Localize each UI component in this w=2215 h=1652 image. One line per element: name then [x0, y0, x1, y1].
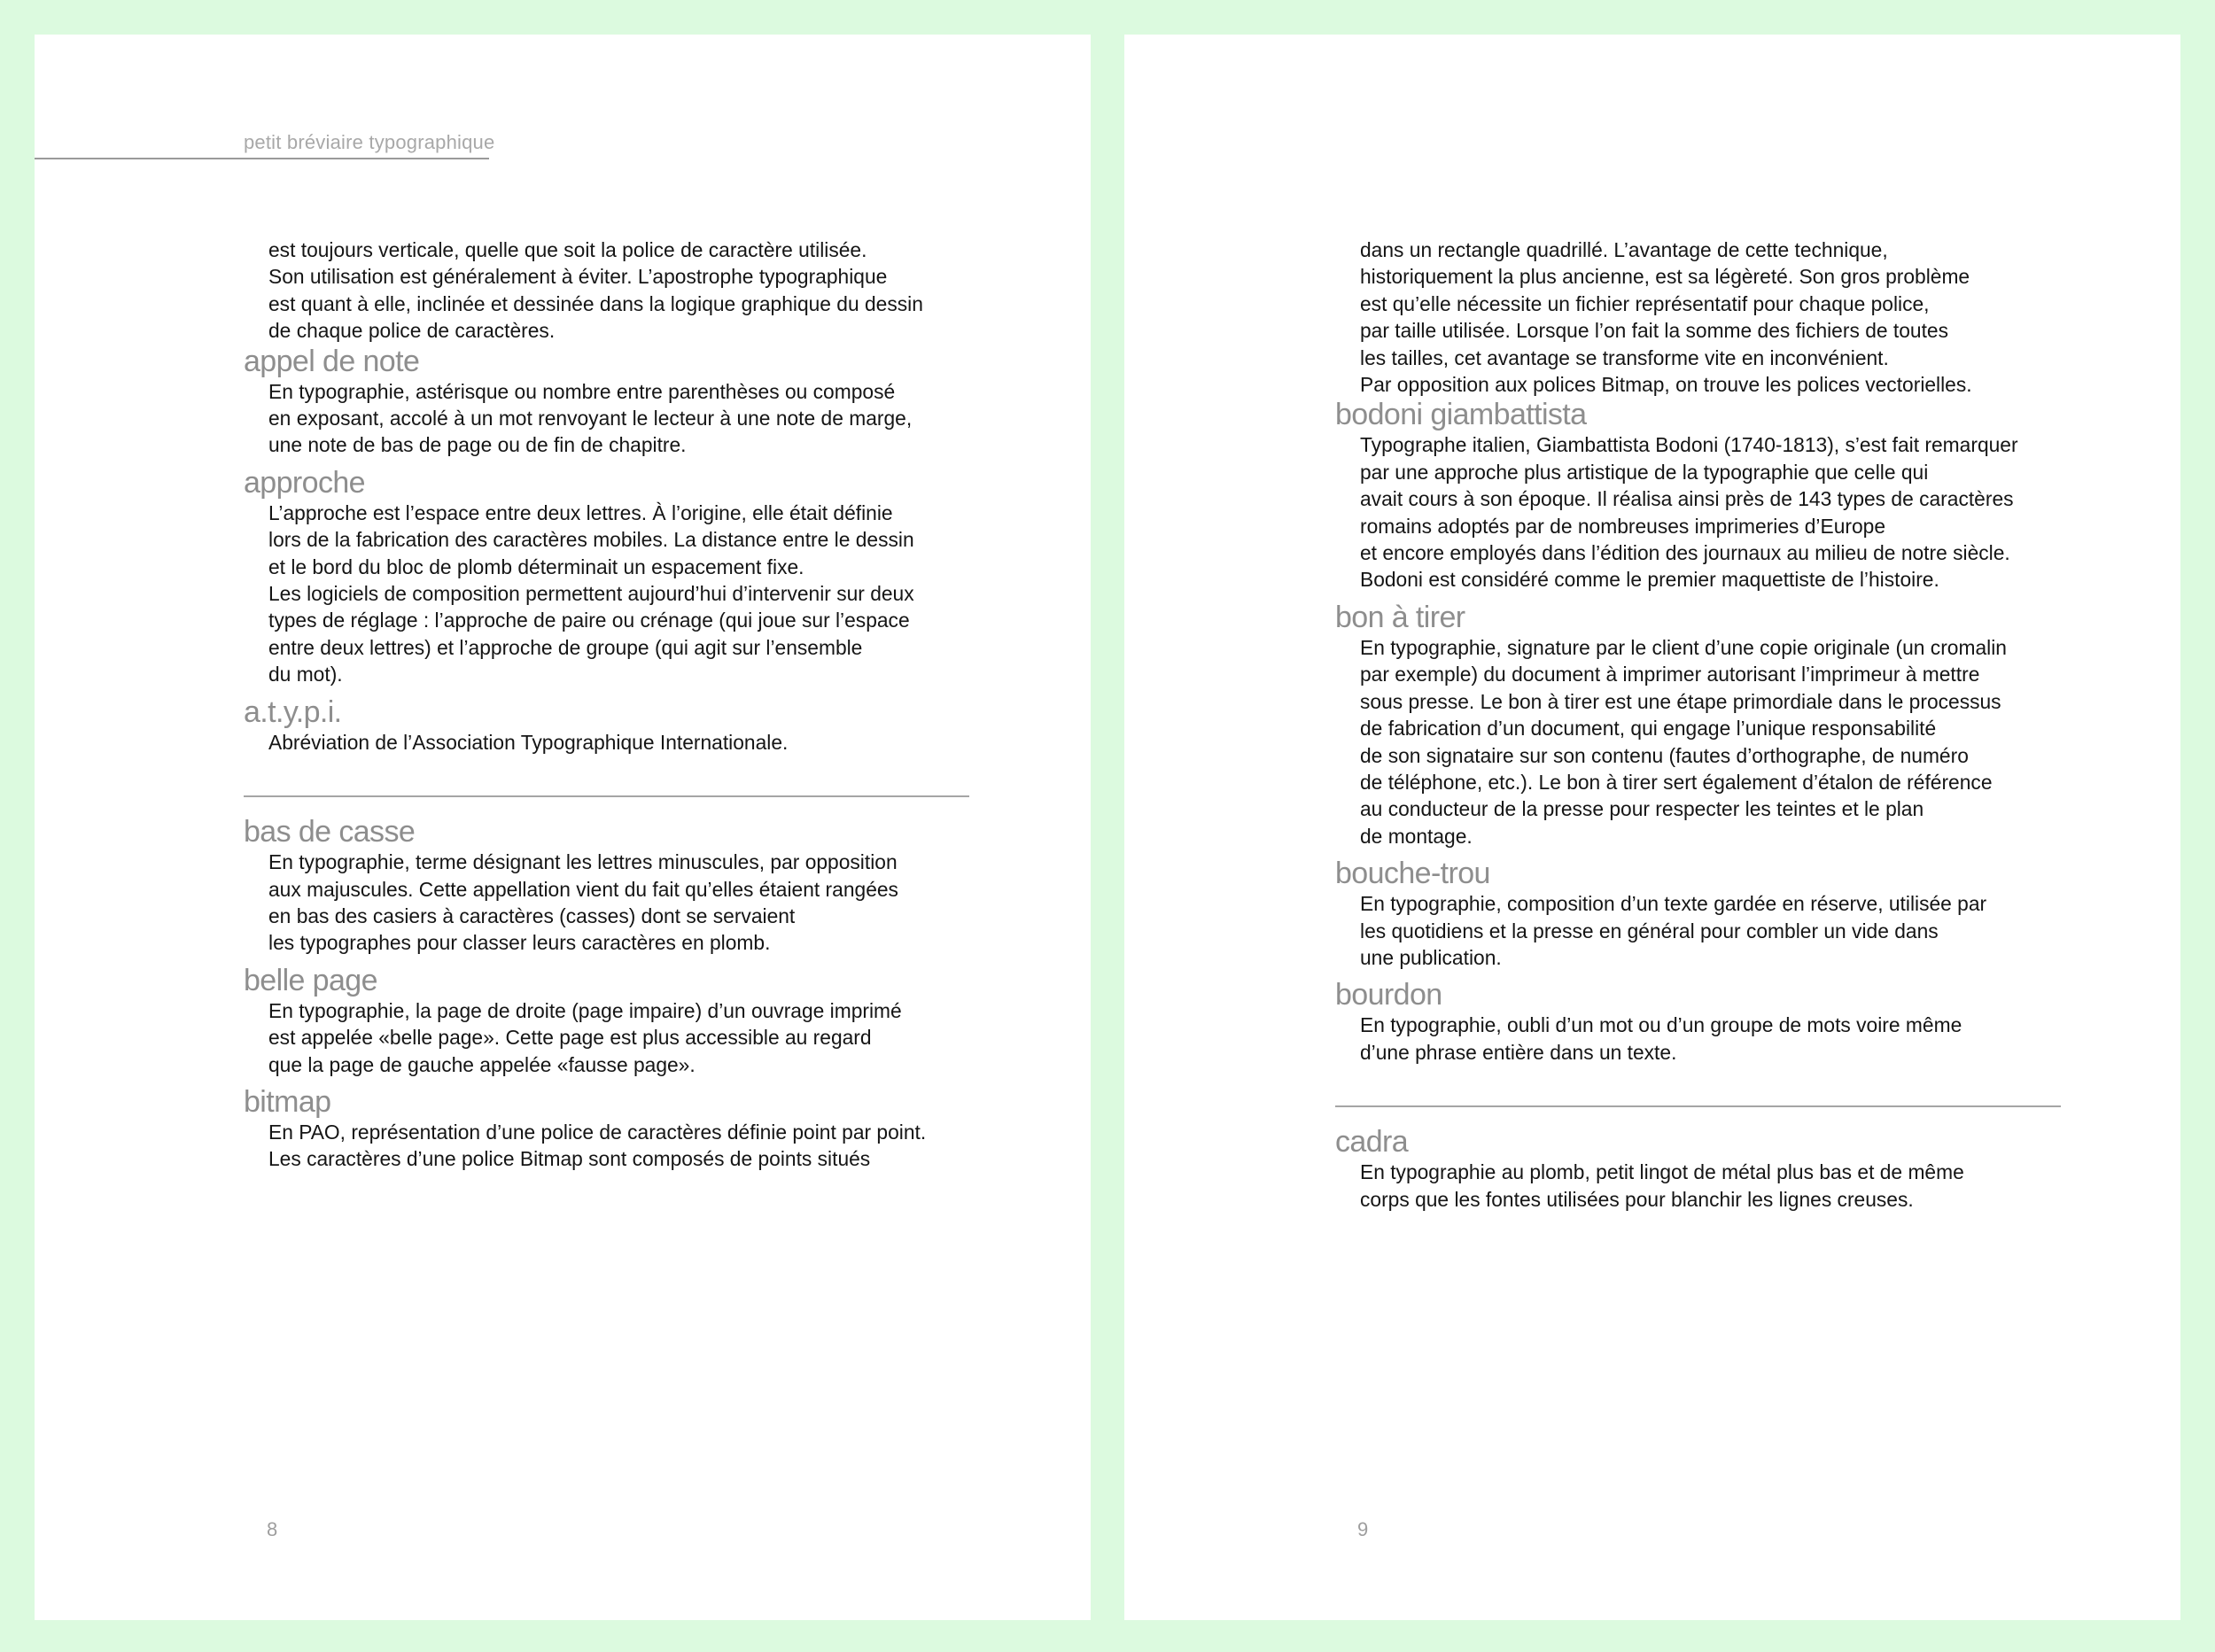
text-line: de son signataire sur son contenu (fautes d’orthographe, de numéro — [1360, 743, 1969, 767]
glossary-entry — [244, 1085, 979, 1173]
text-line: les quotidiens et la presse en général pour combler un vide dans — [1360, 919, 1939, 942]
text-line: du mot). — [268, 663, 343, 686]
text-line: sous presse. Le bon à tirer est une étape primordiale dans le processus — [1360, 689, 2001, 713]
text-line: En typographie au plomb, petit lingot de métal plus bas et de même — [1360, 1160, 1964, 1184]
right-page-content — [1335, 237, 2071, 1213]
text-line: une note de bas de page ou de fin de chapitre. — [268, 433, 687, 457]
glossary-term: bon à tirer — [1335, 600, 1465, 634]
glossary-definition — [1335, 1012, 2071, 1066]
text-line: les typographes pour classer leurs caractères en plomb. — [268, 931, 771, 955]
text-line: En typographie, signature par le client d’une copie originale (un cromalin — [1360, 635, 2007, 659]
glossary-definition — [1335, 431, 2071, 593]
text-line: Typographe italien, Giambattista Bodoni (1740-1813), s’est fait remarquer — [1360, 433, 2018, 457]
text-line: corps que les fontes utilisées pour blanchir les lignes creuses. — [1360, 1187, 1914, 1211]
text-line: une publication. — [1360, 945, 1502, 969]
text-line: L’approche est l’espace entre deux lettres. À l’origine, elle était définie — [268, 500, 893, 524]
text-line: d’une phrase entière dans un texte. — [1360, 1040, 1677, 1064]
text-line: En typographie, terme désignant les lettres minuscules, par opposition — [268, 850, 898, 874]
text-line: en exposant, accolé à un mot renvoyant le lecteur à une note de marge, — [268, 407, 913, 430]
text-line: est qu’elle nécessite un fichier représentatif pour chaque police, — [1360, 291, 1930, 315]
text-line: de montage. — [1360, 824, 1473, 848]
text-line: En PAO, représentation d’une police de caractères définie point par point. — [268, 1120, 927, 1144]
text-line: Les caractères d’une police Bitmap sont composés de points situés — [268, 1147, 871, 1171]
right-page — [1124, 35, 2180, 1620]
text-line: par une approche plus artistique de la typographie que celle qui — [1360, 460, 1929, 484]
glossary-term: cadra — [1335, 1125, 1409, 1160]
text-line: Bodoni est considéré comme le premier maquettiste de l’histoire. — [1360, 568, 1939, 592]
glossary-entry — [244, 815, 979, 957]
glossary-definition — [1335, 890, 2071, 971]
text-line: en bas des casiers à caractères (casses) dont se servaient — [268, 904, 796, 927]
text-line: par taille utilisée. Lorsque l’on fait la somme des fichiers de toutes — [1360, 319, 1948, 343]
text-line: les tailles, cet avantage se transforme vite en inconvénient. — [1360, 345, 1889, 369]
glossary-definition — [244, 729, 979, 756]
text-line: au conducteur de la presse pour respecter les teintes et le plan — [1360, 797, 1924, 821]
intro-paragraph — [1335, 237, 2071, 398]
glossary-definition — [244, 849, 979, 957]
text-line: dans un rectangle quadrillé. L’avantage de cette technique, — [1360, 238, 1888, 261]
glossary-definition — [244, 378, 979, 459]
text-line: par exemple) du document à imprimer autorisant l’imprimeur à mettre — [1360, 663, 1980, 686]
text-line: entre deux lettres) et l’approche de groupe (qui agit sur l’ensemble — [268, 635, 863, 659]
text-line: et encore employés dans l’édition des journaux au milieu de notre siècle. — [1360, 541, 2010, 565]
page-number: 8 — [267, 1518, 278, 1540]
glossary-entry — [244, 695, 979, 756]
text-line: est toujours verticale, quelle que soit la police de caractère utilisée. — [268, 238, 867, 261]
intro-paragraph — [244, 237, 979, 345]
text-line: et le bord du bloc de plomb déterminait un espacement fixe. — [268, 555, 804, 578]
glossary-term: belle page — [244, 963, 377, 997]
text-line: En typographie, oubli d’un mot ou d’un groupe de mots voire même — [1360, 1013, 1962, 1037]
glossary-term: appel de note — [244, 344, 420, 378]
text-line: Les logiciels de composition permettent aujourd’hui d’intervenir sur deux — [268, 582, 914, 606]
text-line: que la page de gauche appelée «fausse page». — [268, 1052, 696, 1076]
glossary-term: bourdon — [1335, 978, 1442, 1012]
text-line: En typographie, composition d’un texte gardée en réserve, utilisée par — [1360, 892, 1987, 916]
left-page — [35, 35, 1091, 1620]
glossary-definition — [244, 997, 979, 1078]
entries-group-b — [1335, 1125, 2071, 1213]
text-line: avait cours à son époque. Il réalisa ainsi près de 143 types de caractères — [1360, 487, 2014, 511]
glossary-entry — [1335, 601, 2071, 849]
glossary-definition — [244, 1119, 979, 1173]
text-line: Son utilisation est généralement à éviter. L’apostrophe typographique — [268, 265, 888, 289]
text-line: En typographie, la page de droite (page impaire) d’un ouvrage imprimé — [268, 998, 902, 1022]
glossary-term: bitmap — [244, 1084, 331, 1119]
text-line: En typographie, astérisque ou nombre entre parenthèses ou composé — [268, 379, 896, 403]
section-divider — [1335, 1105, 2061, 1107]
glossary-term: bodoni giambattista — [1335, 398, 1587, 432]
glossary-definition — [244, 500, 979, 688]
glossary-definition — [1335, 634, 2071, 849]
glossary-entry — [1335, 1125, 2071, 1213]
glossary-entry — [1335, 978, 2071, 1066]
glossary-term: bouche-trou — [1335, 857, 1490, 891]
page-number: 9 — [1357, 1518, 1369, 1540]
entries-group-a — [244, 345, 979, 756]
text-line: est appelée «belle page». Cette page est plus accessible au regard — [268, 1026, 872, 1050]
running-head: petit bréviaire typographique — [244, 131, 495, 153]
text-line: types de réglage : l’approche de paire ou crénage (qui joue sur l’espace — [268, 609, 910, 632]
text-line: de téléphone, etc.). Le bon à tirer sert également d’étalon de référence — [1360, 770, 1993, 794]
entries-group-b — [244, 815, 979, 1173]
glossary-entry — [244, 345, 979, 459]
glossary-entry — [244, 964, 979, 1078]
text-line: est quant à elle, inclinée et dessinée dans la logique graphique du dessin — [268, 291, 923, 315]
text-line: aux majuscules. Cette appellation vient du fait qu’elles étaient rangées — [268, 877, 898, 901]
section-divider — [244, 795, 969, 797]
text-line: de fabrication d’un document, qui engage l’unique responsabilité — [1360, 717, 1937, 741]
text-line: de chaque police de caractères. — [268, 319, 556, 343]
glossary-entry — [1335, 857, 2071, 971]
running-head-rule — [35, 158, 489, 159]
glossary-term: approche — [244, 465, 365, 500]
text-line: lors de la fabrication des caractères mobiles. La distance entre le dessin — [268, 528, 914, 552]
entries-group-a — [1335, 398, 2071, 1066]
left-page-content — [244, 237, 979, 1173]
glossary-term: a.t.y.p.i. — [244, 694, 342, 729]
text-line: Abréviation de l’Association Typographique Internationale. — [268, 730, 789, 754]
text-line: historiquement la plus ancienne, est sa légèreté. Son gros problème — [1360, 265, 1970, 289]
text-line: Par opposition aux polices Bitmap, on trouve les polices vectorielles. — [1360, 373, 1972, 397]
glossary-definition — [1335, 1159, 2071, 1213]
text-line: romains adoptés par de nombreuses imprimeries d’Europe — [1360, 514, 1886, 538]
glossary-entry — [1335, 398, 2071, 593]
glossary-entry — [244, 466, 979, 688]
glossary-term: bas de casse — [244, 815, 416, 849]
